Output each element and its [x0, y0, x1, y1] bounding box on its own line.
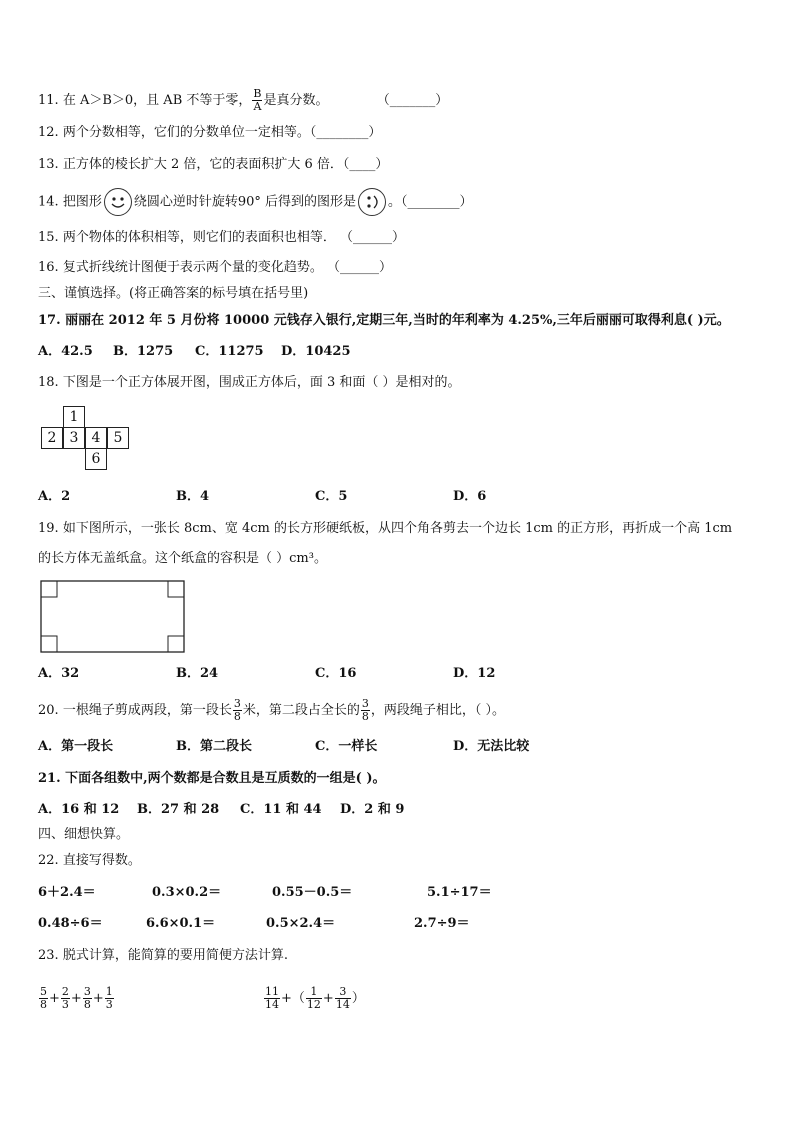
question-20 — [38, 698, 505, 724]
fraction: $\frac{3}{14}$ — [335, 985, 350, 1011]
question-number: 22. — [38, 853, 59, 868]
question-text: 正方体的棱长扩大 2 倍，它的表面积扩大 6 倍．（____） — [62, 157, 389, 172]
question-text: 如下图所示，一张长 8cm、宽 4cm 的长方形硬纸板，从四个角各剪去一个边长 1cm 的正方形，再折成一个高 1cm — [62, 521, 733, 536]
question-text: ，两段绳子相比，（ ）。 — [370, 703, 505, 718]
fraction: $\frac{B}{A}$ — [253, 87, 262, 113]
fraction: $\frac{5}{8}$ — [40, 985, 47, 1011]
fraction: $\frac{3}{8}$ — [83, 985, 91, 1011]
question-number: 23. — [38, 948, 59, 963]
question-number: 14. — [38, 194, 59, 210]
net-face: 6 — [85, 448, 107, 470]
question-23 — [38, 947, 288, 965]
section-heading: 三、谨慎选择。(将正确答案的标号填在括号里) — [38, 286, 309, 301]
cube-net-diagram — [41, 406, 141, 472]
question-21 — [38, 770, 386, 788]
calc-item: 0.55－0.5＝ — [272, 885, 353, 900]
question-14 — [38, 188, 473, 216]
question-19-line2: 的长方体无盖纸盒。这个纸盒的容积是（ ）cm³。 — [38, 551, 327, 566]
question-text: 是真分数。 — [263, 93, 329, 108]
option-b[interactable]: B．第二段长 — [176, 739, 252, 754]
question-text: 下面各组数中,两个数都是合数且是互质数的一组是( )。 — [65, 771, 386, 786]
calc-item: 0.3×0.2＝ — [152, 885, 222, 900]
net-face: 3 — [63, 427, 85, 449]
option-b[interactable]: B．27 和 28 — [137, 802, 220, 817]
question-number: 11. — [38, 93, 59, 108]
net-face: 1 — [63, 406, 85, 428]
question-text: 在 A＞B＞0，且 AB 不等于零， — [62, 93, 252, 108]
option-d[interactable]: D．无法比较 — [453, 739, 530, 754]
fraction: $\frac{1}{3}$ — [105, 985, 113, 1011]
option-d[interactable]: D．6 — [453, 489, 487, 504]
question-number: 12. — [38, 125, 59, 140]
question-16 — [38, 259, 392, 277]
option-b[interactable]: B．1275 — [113, 344, 174, 359]
net-face: 5 — [107, 427, 129, 449]
option-c[interactable]: C．一样长 — [315, 739, 378, 754]
option-c[interactable]: C．11275 — [195, 344, 264, 359]
smiley-face-icon — [104, 188, 132, 216]
fraction: $\frac{1}{12}$ — [306, 985, 321, 1011]
option-a[interactable]: A．2 — [38, 489, 71, 504]
question-12 — [38, 124, 381, 142]
question-text: 两个物体的体积相等，则它们的表面积也相等． （______） — [62, 230, 405, 245]
calc-item: 0.48÷6＝ — [38, 916, 103, 931]
option-c[interactable]: C．5 — [315, 489, 348, 504]
calc-item: 5.1÷17＝ — [427, 885, 492, 900]
option-b[interactable]: B．24 — [176, 666, 219, 681]
option-c[interactable]: C．16 — [315, 666, 357, 681]
question-text: 。（________） — [388, 194, 473, 210]
question-15 — [38, 229, 405, 247]
option-d[interactable]: D．2 和 9 — [340, 802, 405, 817]
question-text: 脱式计算，能简算的要用简便方法计算. — [62, 948, 288, 963]
expression-1: $\frac{5}{8}$ + $\frac{2}{3}$ + $\frac{3}{8}$ + $\frac{1}{3}$ — [40, 985, 113, 1011]
option-a[interactable]: A．第一段长 — [38, 739, 114, 754]
option-a[interactable]: A．16 和 12 — [38, 802, 120, 817]
question-text: 米，第二段占全长的 — [242, 703, 360, 718]
question-number: 17. — [38, 313, 61, 328]
question-text: 两个分数相等，它们的分数单位一定相等。（________） — [62, 125, 382, 140]
option-a[interactable]: A．42.5 — [38, 344, 93, 359]
question-text: 复式折线统计图便于表示两个量的变化趋势。 （______） — [62, 260, 392, 275]
question-text: 丽丽在 2012 年 5 月份将 10000 元钱存入银行,定期三年,当时的年利率为 4.25%,三年后丽丽可取得利息( )元。 — [65, 313, 730, 328]
question-11 — [38, 88, 448, 113]
net-face: 4 — [85, 427, 107, 449]
rotated-smiley-face-icon — [358, 188, 386, 216]
fraction: $\frac{3}{8}$ — [361, 697, 369, 723]
question-text: 一根绳子剪成两段，第一段长 — [62, 703, 232, 718]
question-number: 15. — [38, 230, 59, 245]
option-b[interactable]: B．4 — [176, 489, 210, 504]
question-text: 绕圆心逆时针旋转90° 后得到的图形是 — [133, 194, 357, 210]
question-number: 20. — [38, 703, 59, 718]
question-number: 21. — [38, 771, 61, 786]
fraction: $\frac{3}{8}$ — [233, 697, 241, 723]
option-d[interactable]: D．12 — [453, 666, 496, 681]
question-text: 下图是一个正方体展开图，围成正方体后，面 3 和面（ ）是相对的。 — [62, 375, 461, 390]
calc-item: 2.7÷9＝ — [414, 916, 470, 931]
question-number: 19. — [38, 521, 59, 536]
question-number: 18. — [38, 375, 59, 390]
question-text: 直接写得数。 — [62, 853, 141, 868]
net-face: 2 — [41, 427, 63, 449]
expression-2: $\frac{11}{14}$ +（ $\frac{1}{12}$ + $\frac{3}{14}$ ） — [265, 985, 365, 1011]
option-d[interactable]: D．10425 — [281, 344, 351, 359]
question-19 — [38, 520, 732, 538]
option-a[interactable]: A．32 — [38, 666, 80, 681]
section-heading: 四、细想快算。 — [38, 827, 130, 842]
fraction: $\frac{11}{14}$ — [265, 985, 279, 1011]
question-18 — [38, 374, 461, 392]
question-17 — [38, 312, 730, 330]
fraction: $\frac{2}{3}$ — [61, 985, 69, 1011]
calc-item: 0.5×2.4＝ — [266, 916, 336, 931]
cardboard-diagram — [40, 580, 186, 658]
question-22 — [38, 852, 141, 870]
answer-blank[interactable]: （_______） — [376, 93, 449, 108]
question-text: 把图形 — [62, 194, 102, 210]
question-number: 16. — [38, 260, 59, 275]
question-13 — [38, 156, 388, 174]
calc-item: 6.6×0.1＝ — [146, 916, 216, 931]
option-c[interactable]: C．11 和 44 — [240, 802, 322, 817]
calc-item: 6＋2.4＝ — [38, 885, 96, 900]
question-number: 13. — [38, 157, 59, 172]
